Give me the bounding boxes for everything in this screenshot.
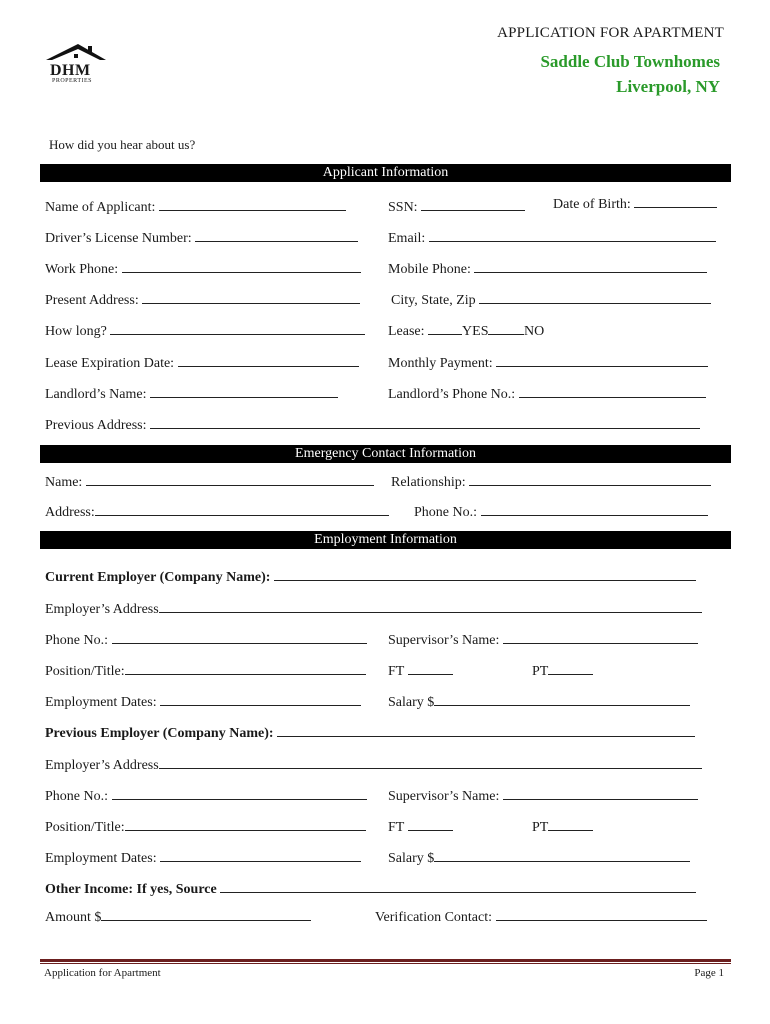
previous-salary-line[interactable]: [434, 849, 690, 862]
landlord-name-field[interactable]: [45, 385, 338, 403]
previous-ft-label: FT: [388, 820, 405, 835]
form-title: APPLICATION FOR APARTMENT: [497, 25, 724, 41]
amount-line[interactable]: [101, 908, 311, 921]
footer-rule-thin: [40, 963, 731, 964]
previous-pt-label: PT: [532, 820, 549, 835]
current-salary-field[interactable]: [388, 693, 690, 711]
current-dates-line[interactable]: [160, 693, 361, 706]
property-name: Saddle Club Townhomes: [540, 52, 720, 71]
employment-section-header: Employment Information: [40, 531, 731, 549]
lease-label: Lease:: [388, 324, 425, 339]
previous-address-field[interactable]: [45, 416, 700, 434]
previous-ft-line[interactable]: [408, 818, 453, 831]
monthly-payment-field[interactable]: [388, 354, 708, 372]
other-income-line[interactable]: [220, 880, 696, 893]
mobile-phone-field[interactable]: [388, 260, 707, 278]
emergency-phone-label: Phone No.:: [414, 505, 477, 520]
applicant-name-label: Name of Applicant:: [45, 200, 156, 215]
work-phone-label: Work Phone:: [45, 262, 119, 277]
current-salary-line[interactable]: [434, 693, 690, 706]
emergency-section-header: Emergency Contact Information: [40, 445, 731, 463]
logo-text: DHM: [50, 62, 91, 79]
previous-employer-label: Previous Employer (Company Name):: [45, 726, 274, 741]
footer-title: Application for Apartment: [44, 967, 161, 979]
amount-label: Amount $: [45, 910, 102, 925]
current-phone-line[interactable]: [112, 631, 367, 644]
how-long-line[interactable]: [110, 322, 365, 335]
house-roof-icon: [44, 42, 108, 64]
current-supervisor-label: Supervisor’s Name:: [388, 633, 500, 648]
emergency-name-label: Name:: [45, 475, 83, 490]
relationship-field[interactable]: [391, 473, 711, 491]
applicant-name-line[interactable]: [159, 198, 346, 211]
work-phone-line[interactable]: [122, 260, 361, 273]
emergency-phone-line[interactable]: [481, 503, 708, 516]
previous-employer-line[interactable]: [277, 724, 695, 737]
license-line[interactable]: [195, 229, 358, 242]
current-position-line[interactable]: [125, 662, 366, 675]
previous-dates-line[interactable]: [160, 849, 361, 862]
current-employer-field[interactable]: [45, 568, 696, 586]
relationship-label: Relationship:: [391, 475, 466, 490]
current-dates-field[interactable]: [45, 693, 361, 711]
landlord-name-line[interactable]: [150, 385, 338, 398]
landlord-name-label: Landlord’s Name:: [45, 387, 147, 402]
emergency-name-field[interactable]: [45, 473, 374, 491]
previous-employer-address-line[interactable]: [159, 756, 702, 769]
landlord-phone-line[interactable]: [519, 385, 706, 398]
previous-ft-field[interactable]: [388, 818, 453, 836]
mobile-phone-label: Mobile Phone:: [388, 262, 471, 277]
previous-supervisor-line[interactable]: [503, 787, 698, 800]
ssn-field[interactable]: [388, 198, 525, 216]
current-ft-label: FT: [388, 664, 405, 679]
previous-supervisor-label: Supervisor’s Name:: [388, 789, 500, 804]
ssn-line[interactable]: [421, 198, 525, 211]
city-state-zip-line[interactable]: [479, 291, 711, 304]
lease-exp-label: Lease Expiration Date:: [45, 356, 175, 371]
emergency-address-field[interactable]: [45, 503, 389, 521]
previous-pt-field[interactable]: [532, 818, 593, 836]
lease-no-line[interactable]: [488, 322, 524, 335]
verification-line[interactable]: [496, 908, 707, 921]
current-supervisor-field[interactable]: [388, 631, 698, 649]
current-employer-line[interactable]: [274, 568, 696, 581]
current-pt-field[interactable]: [532, 662, 593, 680]
company-logo: [40, 40, 110, 90]
current-employer-address-field[interactable]: [45, 600, 702, 618]
current-phone-label: Phone No.:: [45, 633, 108, 648]
dob-label: Date of Birth:: [553, 197, 631, 212]
current-ft-line[interactable]: [408, 662, 453, 675]
lease-yes-label: YES: [462, 324, 489, 339]
property-location: Liverpool, NY: [616, 77, 720, 96]
email-line[interactable]: [429, 229, 716, 242]
current-position-label: Position/Title:: [45, 664, 125, 679]
landlord-phone-label: Landlord’s Phone No.:: [388, 387, 516, 402]
referral-question: How did you hear about us?: [49, 137, 196, 152]
ssn-label: SSN:: [388, 200, 418, 215]
work-phone-field[interactable]: [45, 260, 361, 278]
emergency-name-line[interactable]: [86, 473, 374, 486]
other-income-label: Other Income: If yes, Source: [45, 882, 217, 897]
current-employer-label: Current Employer (Company Name):: [45, 570, 271, 585]
present-address-label: Present Address:: [45, 293, 139, 308]
previous-phone-label: Phone No.:: [45, 789, 108, 804]
current-phone-field[interactable]: [45, 631, 367, 649]
current-pt-label: PT: [532, 664, 549, 679]
lease-yes-line[interactable]: [428, 322, 462, 335]
previous-phone-field[interactable]: [45, 787, 367, 805]
relationship-line[interactable]: [469, 473, 711, 486]
lease-no-label: NO: [523, 324, 545, 339]
email-field[interactable]: [388, 229, 716, 247]
landlord-phone-field[interactable]: [388, 385, 706, 403]
how-long-label: How long?: [45, 324, 107, 339]
verification-field[interactable]: [375, 908, 707, 926]
city-state-zip-label: City, State, Zip: [391, 293, 476, 308]
lease-field[interactable]: [388, 322, 544, 340]
present-address-field[interactable]: [45, 291, 360, 309]
other-income-field[interactable]: [45, 880, 696, 898]
applicant-name-field[interactable]: [45, 198, 346, 216]
previous-dates-field[interactable]: [45, 849, 361, 867]
current-position-field[interactable]: [45, 662, 366, 680]
emergency-address-label: Address:: [45, 505, 95, 520]
previous-dates-label: Employment Dates:: [45, 851, 157, 866]
lease-exp-field[interactable]: [45, 354, 359, 372]
current-pt-line[interactable]: [548, 662, 593, 675]
current-supervisor-line[interactable]: [503, 631, 698, 644]
current-salary-label: Salary $: [388, 695, 435, 710]
mobile-phone-line[interactable]: [474, 260, 707, 273]
current-ft-field[interactable]: [388, 662, 453, 680]
page-number: Page 1: [694, 967, 724, 979]
previous-position-field[interactable]: [45, 818, 366, 836]
applicant-section-header: Applicant Information: [40, 164, 731, 182]
city-state-zip-field[interactable]: [391, 291, 711, 309]
previous-employer-address-field[interactable]: [45, 756, 702, 774]
current-dates-label: Employment Dates:: [45, 695, 157, 710]
footer-rule: [40, 959, 731, 962]
previous-supervisor-field[interactable]: [388, 787, 698, 805]
amount-field[interactable]: [45, 908, 311, 926]
email-label: Email:: [388, 231, 426, 246]
previous-employer-field[interactable]: [45, 724, 695, 742]
verification-label: Verification Contact:: [375, 910, 493, 925]
monthly-payment-label: Monthly Payment:: [388, 356, 493, 371]
how-long-field[interactable]: [45, 322, 365, 340]
previous-address-line[interactable]: [150, 416, 700, 429]
previous-address-label: Previous Address:: [45, 418, 147, 433]
emergency-phone-field[interactable]: [414, 503, 708, 521]
emergency-address-line[interactable]: [95, 503, 389, 516]
license-field[interactable]: [45, 229, 358, 247]
previous-employer-address-label: Employer’s Address: [45, 758, 159, 773]
monthly-payment-line[interactable]: [496, 354, 708, 367]
previous-pt-line[interactable]: [548, 818, 593, 831]
license-label: Driver’s License Number:: [45, 231, 192, 246]
previous-salary-field[interactable]: [388, 849, 690, 867]
previous-position-line[interactable]: [125, 818, 366, 831]
present-address-line[interactable]: [142, 291, 360, 304]
lease-exp-line[interactable]: [178, 354, 359, 367]
previous-position-label: Position/Title:: [45, 820, 125, 835]
current-employer-address-label: Employer’s Address: [45, 602, 159, 617]
previous-phone-line[interactable]: [112, 787, 367, 800]
dob-line[interactable]: [634, 195, 717, 208]
logo-subtext: PROPERTIES: [52, 78, 92, 84]
dob-field[interactable]: [553, 195, 717, 213]
current-employer-address-line[interactable]: [159, 600, 702, 613]
previous-salary-label: Salary $: [388, 851, 435, 866]
